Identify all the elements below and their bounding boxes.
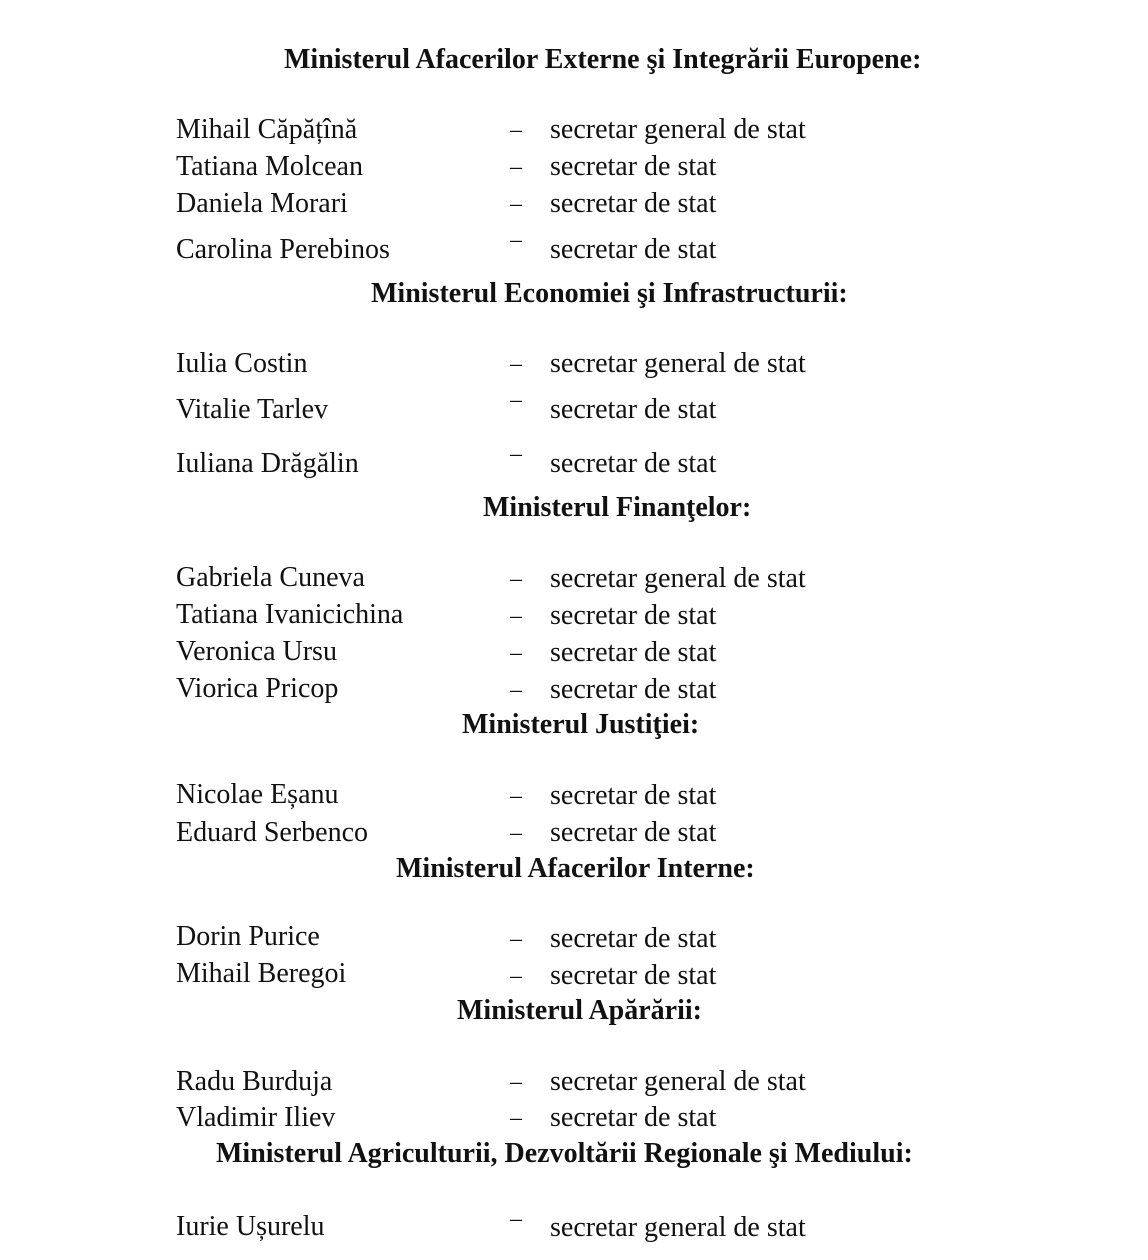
dash-separator: –: [510, 926, 522, 952]
person-name: Daniela Morari: [176, 188, 348, 219]
person-role: secretar de stat: [550, 960, 717, 991]
person-name: Dorin Purice: [176, 921, 320, 952]
dash-separator: –: [510, 677, 522, 703]
person-role: secretar de stat: [550, 817, 717, 848]
person-name: Vitalie Tarlev: [176, 394, 329, 425]
person-name: Viorica Pricop: [176, 673, 339, 704]
person-role: secretar de stat: [550, 637, 717, 668]
dash-separator: –: [510, 566, 522, 592]
dash-separator: –: [510, 227, 522, 253]
dash-separator: –: [510, 117, 522, 143]
section-heading: Ministerul Economiei şi Infrastructurii:: [371, 278, 848, 309]
person-role: secretar de stat: [550, 234, 717, 265]
person-role: secretar de stat: [550, 188, 717, 219]
person-name: Iuliana Drăgălin: [176, 448, 359, 479]
person-role: secretar de stat: [550, 600, 717, 631]
section-heading: Ministerul Afacerilor Interne:: [396, 853, 755, 884]
section-heading: Ministerul Apărării:: [457, 995, 702, 1026]
person-role: secretar de stat: [550, 674, 717, 705]
person-role: secretar de stat: [550, 780, 717, 811]
section-heading: Ministerul Justiţiei:: [462, 709, 700, 740]
person-name: Veronica Ursu: [176, 636, 337, 667]
person-name: Mihail Căpățînă: [176, 114, 358, 145]
person-name: Tatiana Ivanicichina: [176, 599, 404, 630]
person-name: Iulia Costin: [176, 348, 308, 379]
person-role: secretar de stat: [550, 151, 717, 182]
person-name: Carolina Perebinos: [176, 234, 390, 265]
person-role: secretar de stat: [550, 1102, 717, 1133]
person-role: secretar general de stat: [550, 1066, 806, 1097]
person-role: secretar general de stat: [550, 1212, 806, 1243]
dash-separator: –: [510, 441, 522, 467]
dash-separator: –: [510, 1206, 522, 1232]
section-heading: Ministerul Afacerilor Externe şi Integrării Europene:: [284, 44, 922, 75]
person-name: Tatiana Molcean: [176, 151, 363, 182]
person-role: secretar general de stat: [550, 348, 806, 379]
person-role: secretar general de stat: [550, 563, 806, 594]
dash-separator: –: [510, 387, 522, 413]
section-heading: Ministerul Finanţelor:: [483, 492, 752, 523]
person-role: secretar general de stat: [550, 114, 806, 145]
dash-separator: –: [510, 783, 522, 809]
dash-separator: –: [510, 640, 522, 666]
person-name: Nicolae Eșanu: [176, 779, 339, 810]
person-name: Vladimir Iliev: [176, 1102, 336, 1133]
section-heading: Ministerul Agriculturii, Dezvoltării Regionale şi Mediului:: [216, 1138, 913, 1169]
dash-separator: –: [510, 820, 522, 846]
person-name: Iurie Ușurelu: [176, 1211, 325, 1242]
person-role: secretar de stat: [550, 923, 717, 954]
dash-separator: –: [510, 191, 522, 217]
dash-separator: –: [510, 1105, 522, 1131]
dash-separator: –: [510, 351, 522, 377]
dash-separator: –: [510, 154, 522, 180]
person-role: secretar de stat: [550, 448, 717, 479]
person-name: Gabriela Cuneva: [176, 562, 365, 593]
dash-separator: –: [510, 1069, 522, 1095]
person-name: Radu Burduja: [176, 1066, 333, 1097]
dash-separator: –: [510, 603, 522, 629]
dash-separator: –: [510, 963, 522, 989]
person-name: Mihail Beregoi: [176, 958, 347, 989]
person-name: Eduard Serbenco: [176, 817, 369, 848]
person-role: secretar de stat: [550, 394, 717, 425]
